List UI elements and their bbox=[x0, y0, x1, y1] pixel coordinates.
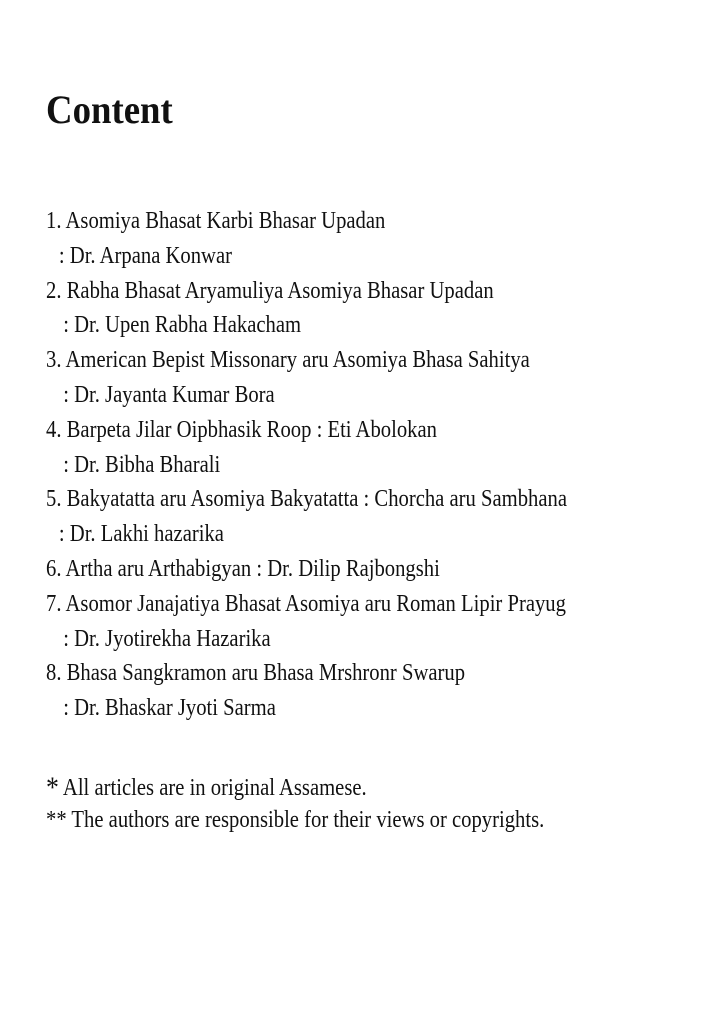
footnote-text: The authors are responsible for their views or copyrights. bbox=[66, 807, 545, 833]
entry-title: Asomiya Bhasat Karbi Bhasar Upadan bbox=[65, 208, 386, 234]
entry-number: 8. bbox=[46, 660, 62, 687]
entry-number: 7. bbox=[46, 590, 62, 617]
entry-number: 2. bbox=[46, 277, 62, 304]
toc-entry-2-author: : Dr. Upen Rabha Hakacham bbox=[63, 312, 302, 339]
toc-entry-4-title bbox=[46, 413, 567, 448]
toc-entry-1-title bbox=[46, 204, 567, 239]
toc-entry-8-title bbox=[46, 656, 567, 691]
toc-entry-7-title bbox=[46, 587, 567, 622]
toc-entry-3-author: : Dr. Jayanta Kumar Bora bbox=[63, 381, 275, 408]
entry-number: 3. bbox=[46, 347, 62, 374]
footnote-2 bbox=[46, 804, 544, 836]
toc-entry-5-title bbox=[46, 482, 567, 517]
toc-entry-8-author: : Dr. Bhaskar Jyoti Sarma bbox=[63, 695, 276, 722]
entry-title: Artha aru Arthabigyan : Dr. Dilip Rajbongshi bbox=[65, 555, 440, 582]
entry-title: Bakyatatta aru Asomiya Bakyatatta : Chorcha aru Sambhana bbox=[66, 486, 567, 513]
footnotes bbox=[46, 772, 625, 836]
entry-number: 5. bbox=[46, 486, 62, 513]
entry-title: Rabha Bhasat Aryamuliya Asomiya Bhasar Upadan bbox=[66, 277, 494, 304]
toc-entry-4-author: : Dr. Bibha Bharali bbox=[63, 451, 221, 478]
footnote-text: All articles are in original Assamese. bbox=[58, 775, 367, 801]
double-asterisk-marker: ** bbox=[46, 807, 67, 833]
toc-entry-6-title bbox=[46, 552, 567, 587]
entry-title: Bhasa Sangkramon aru Bhasa Mrshronr Swarup bbox=[66, 660, 466, 687]
toc-entry-7-author: : Dr. Jyotirekha Hazarika bbox=[63, 625, 271, 652]
toc-entry-3-title bbox=[46, 343, 567, 378]
table-of-contents bbox=[46, 204, 652, 726]
toc-entry-2-title bbox=[46, 274, 567, 309]
entry-number: 6. bbox=[46, 555, 62, 582]
entry-title: Asomor Janajatiya Bhasat Asomiya aru Roman Lipir Prayug bbox=[65, 590, 566, 617]
toc-entry-1-author: : Dr. Arpana Konwar bbox=[58, 242, 233, 269]
page-title: Content bbox=[46, 87, 173, 132]
asterisk-marker: * bbox=[46, 771, 59, 804]
entry-title: Barpeta Jilar Oipbhasik Roop : Eti Abolokan bbox=[66, 416, 437, 443]
entry-number: 4. bbox=[46, 416, 62, 443]
entry-title: American Bepist Missonary aru Asomiya Bhasa Sahitya bbox=[65, 347, 530, 374]
entry-number: 1. bbox=[46, 208, 62, 234]
footnote-1 bbox=[46, 772, 544, 804]
toc-entry-5-author: : Dr. Lakhi hazarika bbox=[58, 521, 224, 548]
